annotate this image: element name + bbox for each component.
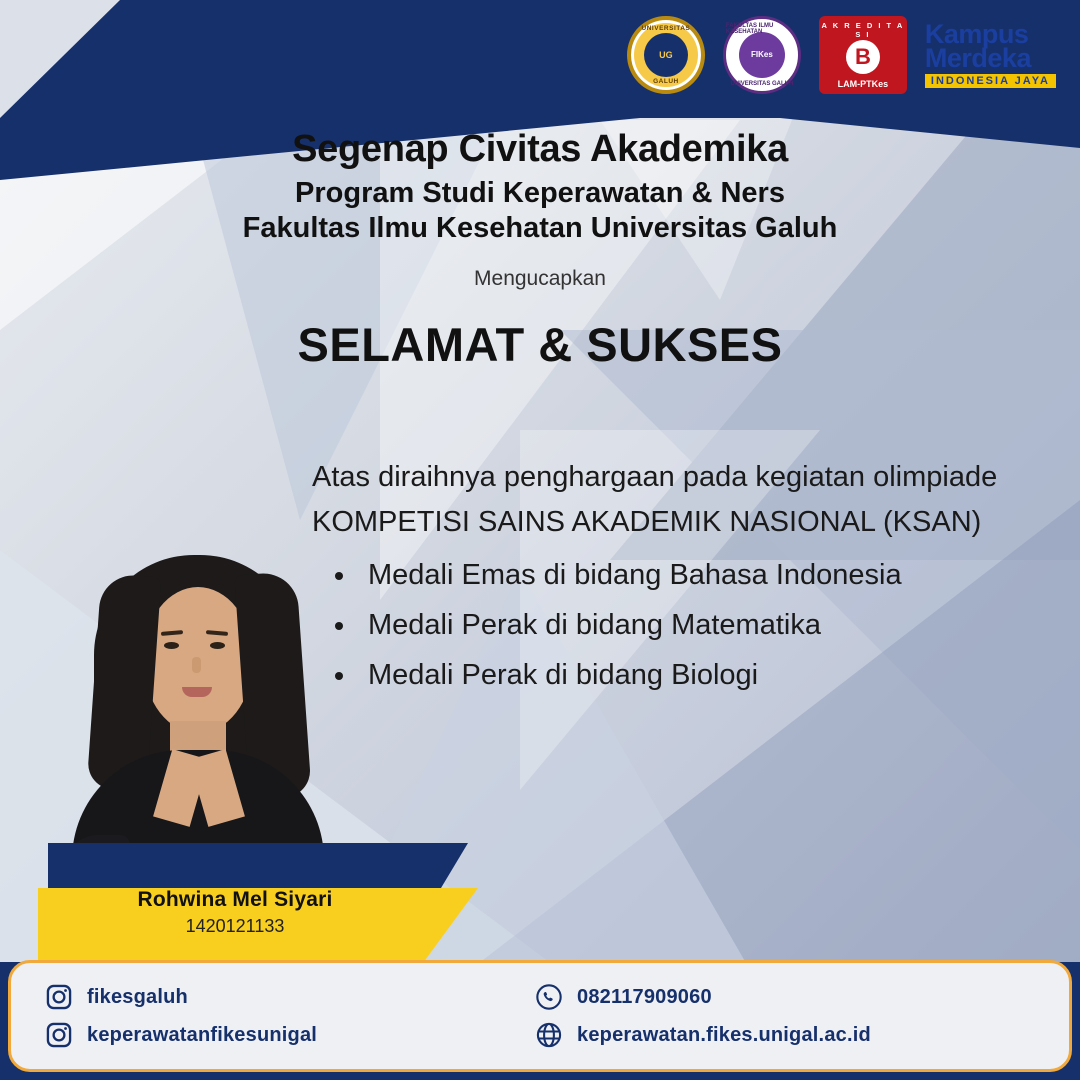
headline-line-2: Program Studi Keperawatan & Ners [295, 177, 785, 209]
achievement-list [358, 551, 1030, 701]
kampus-merdeka-line2: Merdeka [924, 43, 1031, 74]
mengucapkan-text: Mengucapkan [474, 267, 606, 290]
instagram-handle-2: keperawatanfikesunigal [87, 1023, 318, 1046]
instagram-row-2[interactable] [45, 1021, 535, 1049]
awardee-name-block [48, 864, 468, 960]
fikes-ring-bottom-text: UNIVERSITAS GALUH [730, 81, 794, 87]
fikes-ring-top-text: FAKULTAS ILMU KESEHATAN [725, 23, 774, 35]
whatsapp-number: 082117909060 [577, 985, 712, 1008]
lam-ptkes-label: LAM-PTKes [837, 79, 889, 89]
headline-line-1: Segenap Civitas Akademika [292, 128, 788, 170]
photo-nose [192, 657, 201, 673]
lam-ptkes-akreditasi-logo [819, 16, 907, 94]
footer-contact-card [8, 960, 1072, 1072]
headline-line-3: Fakultas Ilmu Kesehatan Universitas Galuh [242, 212, 838, 244]
whatsapp-row[interactable] [535, 983, 1035, 1011]
fakultas-ilmu-kesehatan-logo [723, 16, 801, 94]
whatsapp-icon [535, 983, 563, 1011]
awardee-student-id: 1420121133 [185, 915, 285, 936]
galuh-ring-top-text: UNIVERSITAS [641, 25, 691, 32]
photo-eye-right [210, 642, 225, 649]
galuh-ring-bottom-text: GALUH [653, 78, 679, 85]
fikes-logo-inner: FIKes [739, 32, 785, 78]
universitas-galuh-logo [627, 16, 705, 94]
headline-block [0, 128, 1080, 372]
list-item: • Medali Emas di bidang Bahasa Indonesia [358, 551, 1030, 601]
instagram-handle-1: fikesgaluh [87, 985, 188, 1008]
achievement-paragraph: Atas diraihnya penghargaan pada kegiatan olimpiade KOMPETISI SAINS AKADEMIK NASIONAL (KSAN) [312, 461, 998, 538]
footer-left-column [45, 983, 535, 1049]
website-row[interactable] [535, 1021, 1035, 1049]
list-item: • Medali Perak di bidang Biologi [358, 651, 1030, 701]
selamat-sukses-title: SELAMAT & SUKSES [297, 318, 783, 371]
kampus-merdeka-line3: INDONESIA JAYA [925, 74, 1056, 88]
akreditasi-grade: B [846, 40, 880, 74]
photo-eye-left [164, 642, 179, 649]
globe-icon [535, 1021, 563, 1049]
kampus-merdeka-line1: Kampus [924, 18, 1029, 49]
top-left-notch [0, 0, 120, 118]
footer-right-column [535, 983, 1035, 1049]
website-url: keperawatan.fikes.unigal.ac.id [577, 1023, 871, 1046]
logo-row [627, 16, 1056, 94]
instagram-icon [45, 983, 73, 1011]
list-item: • Medali Perak di bidang Matematika [358, 601, 1030, 651]
instagram-icon [45, 1021, 73, 1049]
body-text-block [312, 455, 1030, 701]
awardee-name: Rohwina Mel Siyari [137, 887, 333, 911]
kampus-merdeka-logo [924, 18, 1056, 89]
akreditasi-label: A K R E D I T A S I [821, 21, 905, 39]
instagram-row-1[interactable] [45, 983, 535, 1011]
galuh-logo-inner: UG [644, 33, 688, 77]
